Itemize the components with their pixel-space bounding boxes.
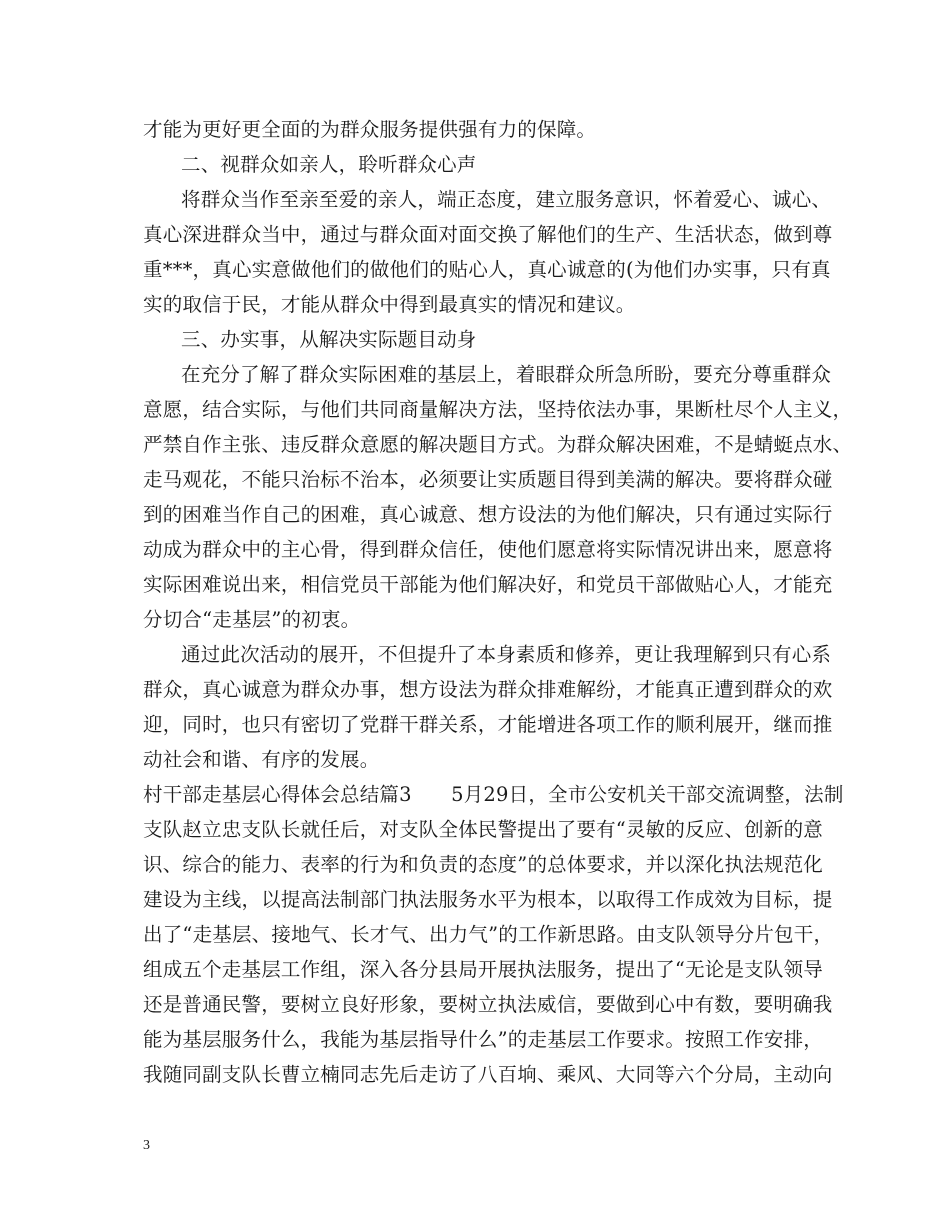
text-line: 走马观花，不能只治标不治本，必须要让实质题目得到美满的解决。要将群众碰: [143, 468, 833, 491]
text-line: 重***，真心实意做他们的做他们的贴心人，真心诚意的(为他们办实事，只有真: [143, 258, 831, 281]
page-number: 3: [143, 1138, 150, 1153]
text-line: 迎，同时，也只有密切了党群干群关系，才能增进各项工作的顺利展开，继而推: [143, 713, 833, 736]
text-line: 群众，真心诚意为群众办事，想方设法为群众排难解纷，才能真正遭到群众的欢: [143, 678, 833, 701]
text-line: 通过此次活动的展开，不但提升了本身素质和修养，更让我理解到只有心系: [181, 643, 832, 666]
text-line: 到的困难当作自己的困难，真心诚意、想方设法的为他们解决，只有通过实际行: [143, 503, 833, 526]
text-line: 实际困难说出来，相信党员干部能为他们解决好，和党员干部做贴心人，才能充: [143, 573, 833, 596]
text-line: 支队赵立忠支队长就任后，对支队全体民警提出了要有“灵敏的反应、创新的意: [143, 818, 823, 841]
text-line: 真心深进群众当中，通过与群众面对面交换了解他们的生产、生活状态，做到尊: [143, 223, 833, 246]
text-line: 能为基层服务什么，我能为基层指导什么”的走基层工作要求。按照工作安排，: [143, 1028, 823, 1051]
text-line: 出了“走基层、接地气、长才气、出力气”的工作新思路。由支队领导分片包干，: [143, 923, 834, 946]
text-line: 将群众当作至亲至爱的亲人，端正态度，建立服务意识，怀着爱心、诚心、: [181, 188, 832, 211]
text-line: 我随同副支队长曹立楠同志先后走访了八百垧、乘风、大同等六个分局，主动向: [143, 1063, 833, 1086]
text-line: 实的取信于民，才能从群众中得到最真实的情况和建议。: [143, 293, 636, 316]
section-heading: 二、视群众如亲人，聆听群众心声: [181, 153, 477, 176]
text-line: 村干部走基层心得体会总结篇3 5月29日，全市公安机关干部交流调整，法制: [143, 783, 844, 806]
text-line: 分切合“走基层”的初衷。: [143, 608, 361, 631]
text-line: 动社会和谐、有序的发展。: [143, 748, 380, 771]
text-line: 才能为更好更全面的为群众服务提供强有力的保障。: [143, 118, 597, 141]
text-line: 建设为主线，以提高法制部门执法服务水平为根本，以取得工作成效为目标，提: [143, 888, 833, 911]
text-line: 识、综合的能力、表率的行为和负责的态度”的总体要求，并以深化执法规范化: [143, 853, 823, 876]
text-line: 组成五个走基层工作组，深入各分县局开展执法服务，提出了“无论是支队领导: [143, 958, 823, 981]
text-line: 在充分了解了群众实际困难的基层上，着眼群众所急所盼，要充分尊重群众: [181, 363, 832, 386]
text-line: 还是普通民警，要树立良好形象，要树立执法威信，要做到心中有数，要明确我: [143, 993, 833, 1016]
section-heading: 三、办实事，从解决实际题目动身: [181, 328, 477, 351]
text-line: 意愿，结合实际，与他们共同商量解决方法，坚持依法办事，果断杜尽个人主义，: [143, 398, 853, 421]
text-line: 动成为群众中的主心骨，得到群众信任，使他们愿意将实际情况讲出来，愿意将: [143, 538, 833, 561]
text-line: 严禁自作主张、违反群众意愿的解决题目方式。为群众解决困难，不是蜻蜓点水、: [143, 433, 853, 456]
